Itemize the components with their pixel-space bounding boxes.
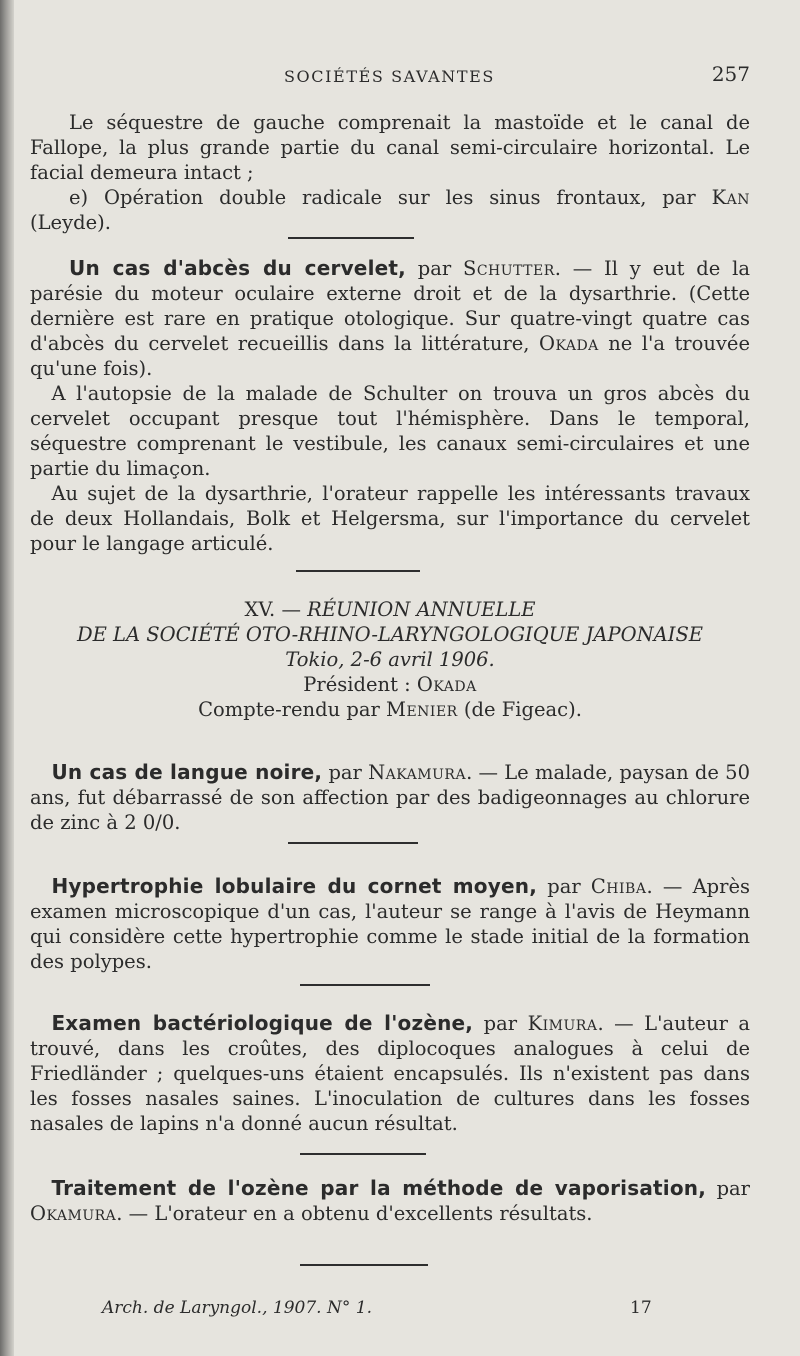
page-edge-shadow (0, 0, 14, 1356)
hypertrophie-section (30, 874, 750, 974)
running-title: SOCIÉTÉS SAVANTES (284, 67, 495, 86)
par-word: par (716, 1177, 751, 1200)
cervelet-section (30, 256, 750, 556)
section-report (30, 697, 750, 722)
separator-rule (300, 1153, 426, 1155)
author-chiba: Chiba (590, 875, 647, 898)
report-suffix: (de Figeac). (463, 698, 582, 721)
top-section (30, 110, 750, 235)
section-president (30, 672, 750, 697)
operation-suffix: (Leyde). (30, 211, 111, 234)
author-kimura: Kimura (527, 1012, 598, 1035)
section-date: Tokio, 2-6 avril 1906. (285, 648, 495, 671)
section-dash: — (281, 598, 301, 621)
ozene-traitement-section (30, 1176, 750, 1226)
author-nakamura: Nakamura (368, 761, 467, 784)
running-header (30, 62, 750, 90)
langue-heading: Un cas de langue noire, (51, 760, 323, 784)
author-schutter: Schutter (462, 257, 555, 280)
president-label: Président : (303, 673, 411, 696)
ozene-bacterio-heading: Examen bactériologique de l'ozène, (51, 1011, 474, 1035)
report-prefix: Compte-rendu par (198, 698, 380, 721)
signature-number: 17 (630, 1298, 652, 1318)
langue-paragraph (30, 760, 750, 835)
paragraph-sequestre: Le séquestre de gauche comprenait la mastoïde et le canal de Fallope, la plus grande partie du canal semi-circulaire horizontal. Le facial demeura intact ; (30, 111, 750, 184)
cervelet-text2: ne l'a trouvée qu'une fois). (30, 332, 751, 380)
page-footer (30, 1296, 750, 1322)
section-title-line1 (30, 597, 750, 622)
president-name: Okada (416, 673, 477, 696)
par-word: par (417, 257, 452, 280)
separator-rule (300, 984, 430, 986)
author-kan: Kan (711, 186, 750, 209)
separator-rule (288, 842, 418, 844)
dysarthrie-paragraph: Au sujet de la dysarthrie, l'orateur rappelle les intéressants travaux de deux Hollandais, Bolk et Helgersma, sur l'importance du cervelet pour le langage articulé. (30, 482, 750, 555)
section-title-line2: DE LA SOCIÉTÉ OTO-RHINO-LARYNGOLOGIQUE JAPONAISE (76, 623, 704, 646)
ozene-traitement-text: . — L'orateur en a obtenu d'excellents résultats. (116, 1202, 593, 1225)
langue-section (30, 760, 750, 835)
section-title: RÉUNION ANNUELLE (307, 598, 536, 621)
document-page (30, 0, 750, 1356)
journal-reference: Arch. de Laryngol., 1907. N° 1. (102, 1298, 372, 1318)
ozene-bacterio-paragraph (30, 1011, 750, 1136)
reporter-name: Menier (385, 698, 458, 721)
author-okamura: Okamura (30, 1202, 117, 1225)
page-number: 257 (711, 62, 750, 86)
par-word: par (483, 1012, 518, 1035)
author-okada: Okada (538, 332, 599, 355)
cervelet-heading: Un cas d'abcès du cervelet, (69, 256, 406, 280)
hypertrophie-text: . — Après examen microscopique d'un cas, l'auteur se range à l'avis de Heymann qui considère cette hypertrophie comme le stade initial de la formation des polypes. (30, 875, 750, 973)
par-word: par (547, 875, 581, 898)
ozene-traitement-paragraph (30, 1176, 750, 1226)
separator-rule (296, 570, 420, 572)
par-word: par (328, 761, 362, 784)
ozene-traitement-heading: Traitement de l'ozène par la méthode de vaporisation, (51, 1176, 707, 1200)
hypertrophie-heading: Hypertrophie lobulaire du cornet moyen, (51, 874, 537, 898)
cervelet-text1: . — Il y eut de la parésie du moteur oculaire externe droit et de la dysarthrie. (Cette dernière est rare en pratique otologique. Sur quatre-vingt quatre cas d'abcès du cervelet recueillis dans la littérature, (30, 257, 750, 355)
ozene-bacterio-text: . — L'auteur a trouvé, dans les croûtes, des diplocoques analogues à celui de Friedländer ; quelques-uns étaient encapsulés. Ils n'existent pas dans les fosses nasales saines. L'inoculation de cultures dans les fosses nasales de lapins n'a donné aucun résultat. (30, 1012, 751, 1135)
section-xv-header (30, 597, 750, 722)
separator-rule (300, 1264, 428, 1266)
hypertrophie-paragraph (30, 874, 750, 974)
paragraph-operation (30, 185, 750, 235)
langue-text: . — Le malade, paysan de 50 ans, fut débarrassé de son affection par des badigeonnages au chlorure de zinc à 2 0/0. (30, 761, 750, 834)
section-number: XV. (244, 598, 276, 621)
operation-text: e) Opération double radicale sur les sinus frontaux, par (69, 186, 696, 209)
cervelet-paragraph (30, 256, 750, 381)
separator-rule (288, 237, 414, 239)
ozene-bacterio-section (30, 1011, 750, 1136)
autopsie-paragraph: A l'autopsie de la malade de Schulter on trouva un gros abcès du cervelet occupant presque tout l'hémisphère. Dans le temporal, séquestre comprenant le vestibule, les canaux semi-circulaires et une partie du limaçon. (30, 382, 750, 480)
